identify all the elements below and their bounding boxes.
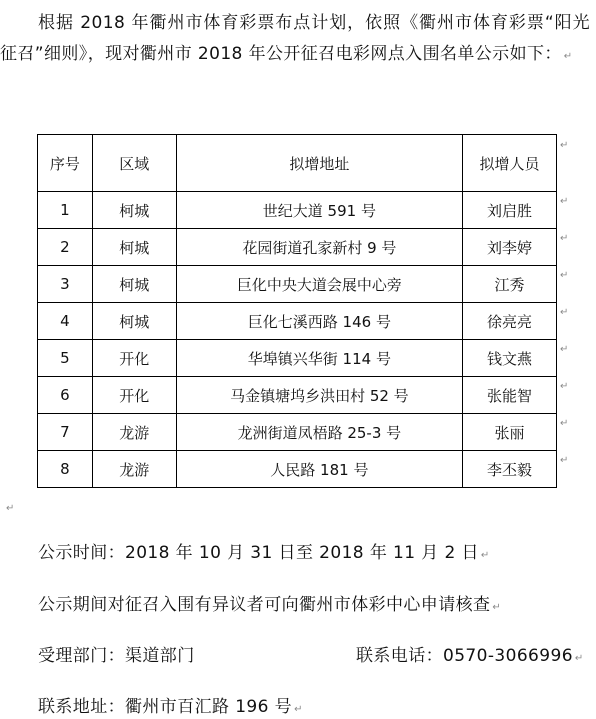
objection-text: 公示期间对征召入围有异议者可向衢州市体彩中心申请核查: [38, 595, 491, 615]
paragraph-mark-icon: ↵: [480, 550, 490, 561]
address-line: [38, 692, 303, 717]
cell-index: 3: [38, 266, 93, 303]
paragraph-mark-icon: ↵: [563, 51, 573, 62]
cell-person: 刘李婷: [463, 229, 557, 266]
cell-index: 1: [38, 192, 93, 229]
row-end-mark-icon: ↵: [560, 418, 569, 429]
cell-address: 人民路 181 号: [176, 451, 463, 488]
cell-region: 柯城: [92, 266, 176, 303]
row-end-mark-icon: ↵: [560, 455, 569, 466]
row-end-mark-icon: ↵: [560, 344, 569, 355]
cell-person: 张能智: [463, 377, 557, 414]
dept-text: 受理部门：渠道部门: [38, 646, 195, 666]
cell-address: 世纪大道 591 号: [176, 192, 463, 229]
address-text: 联系地址：衢州市百汇路 196 号: [38, 697, 293, 717]
cell-region: 开化: [92, 340, 176, 377]
cell-region: 柯城: [92, 192, 176, 229]
intro-text: 根据 2018 年衢州市体育彩票布点计划，依照《衢州市体育彩票“阳光征召”细则》，现对衢州市 2018 年公开征召电彩网点入围名单公示如下：: [0, 13, 590, 64]
row-end-mark-icon: ↵: [560, 381, 569, 392]
header-cell-person: 拟增人员: [463, 135, 557, 192]
cell-index: 8: [38, 451, 93, 488]
table-row: [38, 229, 557, 266]
cell-index: 6: [38, 377, 93, 414]
cell-address: 巨化中央大道会展中心旁: [176, 266, 463, 303]
cell-region: 柯城: [92, 229, 176, 266]
cell-person: 钱文燕: [463, 340, 557, 377]
cell-person: 张丽: [463, 414, 557, 451]
notice-period-text: 公示时间：2018 年 10 月 31 日至 2018 年 11 月 2 日: [38, 543, 479, 563]
candidate-table: [37, 134, 557, 488]
cell-region: 开化: [92, 377, 176, 414]
cell-region: 龙游: [92, 451, 176, 488]
cell-index: 4: [38, 303, 93, 340]
row-end-mark-icon: ↵: [560, 307, 569, 318]
cell-region: 柯城: [92, 303, 176, 340]
row-end-mark-icon: ↵: [560, 270, 569, 281]
table-row: [38, 451, 557, 488]
table-row: [38, 340, 557, 377]
header-cell-address: 拟增地址: [176, 135, 463, 192]
intro-paragraph: [0, 8, 590, 72]
row-end-mark-icon: ↵: [560, 233, 569, 244]
dept-line: [38, 641, 195, 666]
cell-address: 巨化七溪西路 146 号: [176, 303, 463, 340]
header-cell-index: 序号: [38, 135, 93, 192]
cell-person: 徐亮亮: [463, 303, 557, 340]
table-row: [38, 377, 557, 414]
paragraph-mark-icon: ↵: [574, 653, 584, 664]
cell-person: 李丕毅: [463, 451, 557, 488]
cell-address: 华埠镇兴华街 114 号: [176, 340, 463, 377]
cell-address: 花园街道孔家新村 9 号: [176, 229, 463, 266]
table-row: [38, 414, 557, 451]
table-row: [38, 192, 557, 229]
cell-region: 龙游: [92, 414, 176, 451]
cell-index: 2: [38, 229, 93, 266]
table-header-row: [38, 135, 557, 192]
paragraph-mark-icon: ↵: [6, 503, 15, 514]
cell-person: 刘启胜: [463, 192, 557, 229]
phone-line: [356, 641, 584, 666]
table-row: [38, 303, 557, 340]
paragraph-mark-icon: ↵: [294, 704, 303, 715]
cell-address: 马金镇塘坞乡洪田村 52 号: [176, 377, 463, 414]
phone-text: 联系电话：0570-3066996: [356, 646, 573, 666]
paragraph-mark-icon: ↵: [492, 602, 502, 613]
table-row: [38, 266, 557, 303]
notice-period-line: [38, 538, 490, 563]
row-end-mark-icon: ↵: [560, 140, 569, 151]
cell-address: 龙洲街道凤梧路 25-3 号: [176, 414, 463, 451]
cell-index: 5: [38, 340, 93, 377]
header-cell-region: 区域: [92, 135, 176, 192]
row-end-mark-icon: ↵: [560, 196, 569, 207]
cell-index: 7: [38, 414, 93, 451]
objection-line: [38, 590, 501, 615]
cell-person: 江秀: [463, 266, 557, 303]
